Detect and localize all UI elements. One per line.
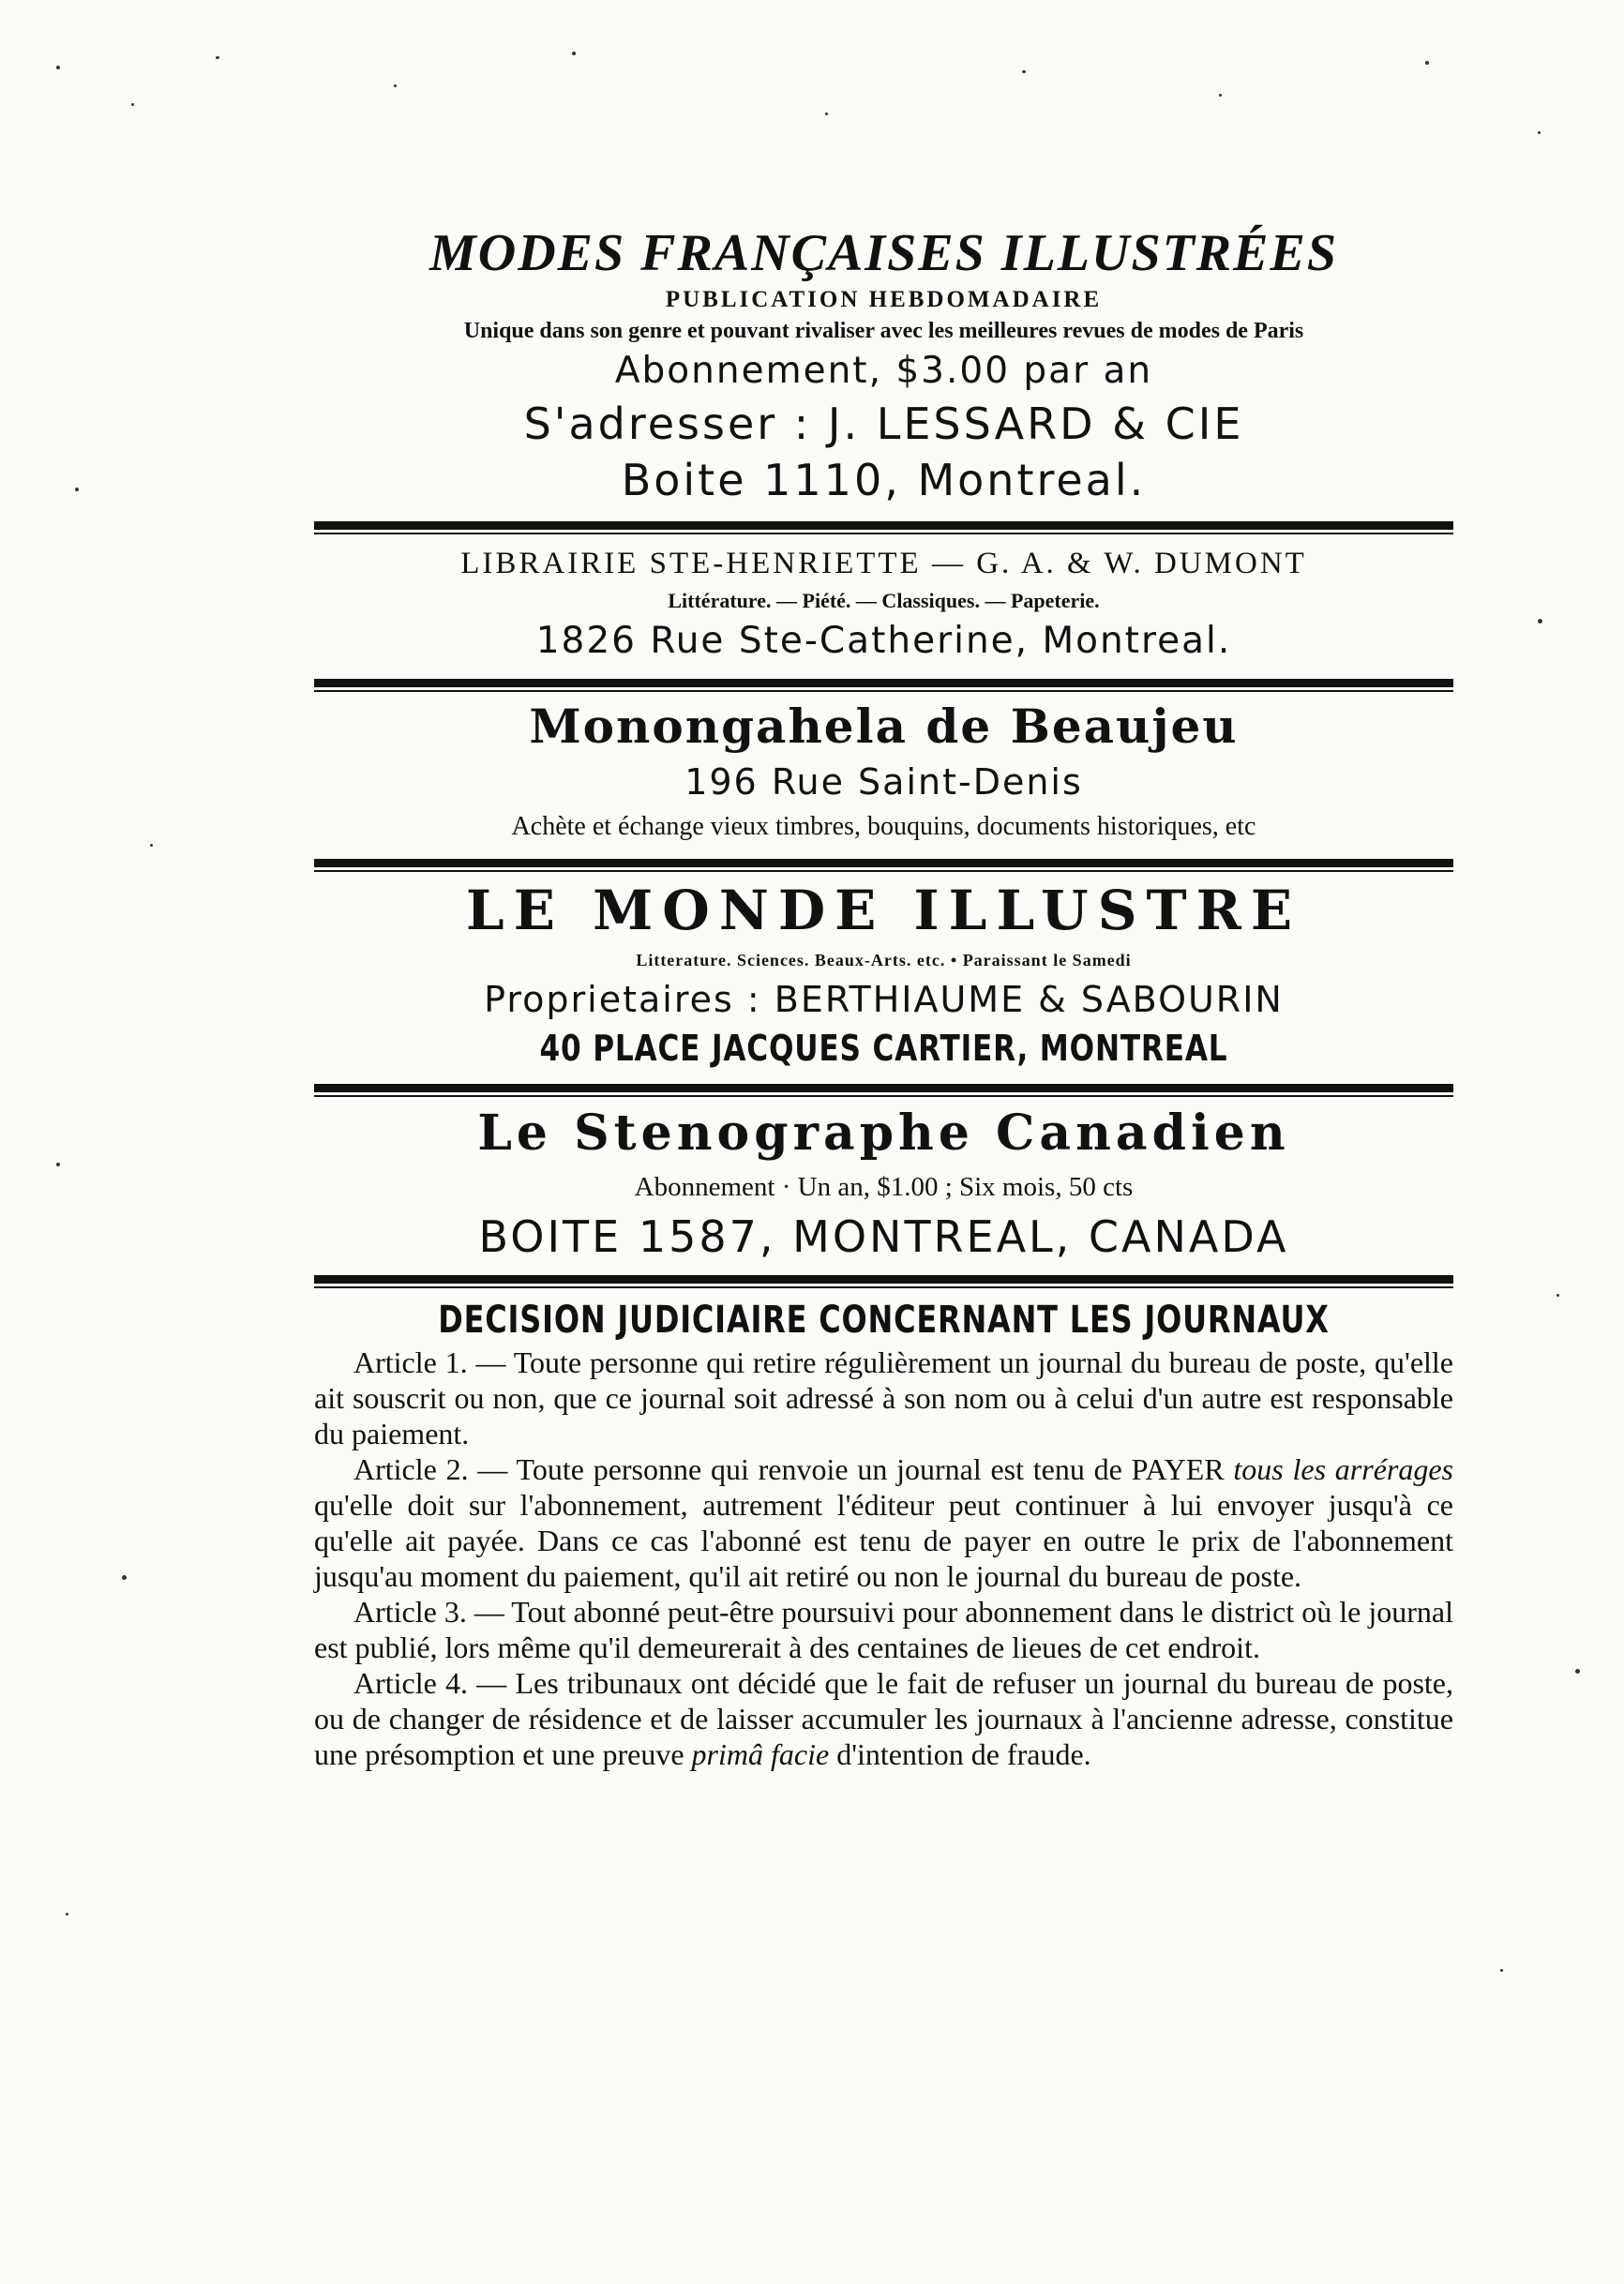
article-4-text: Article 4. — Les tribunaux ont décidé que le fait de refuser un journal du bureau de poste, ou de changer de résidence et de laisser accumuler les journaux à l'ancienne adresse, constitue une présomption et une preuve: [314, 1666, 1453, 1771]
librairie-address: 1826 Rue Ste-Catherine, Montreal.: [535, 620, 1232, 662]
article-4-text-cont: d'intention de fraude.: [836, 1737, 1091, 1771]
divider-rule: [314, 521, 1453, 530]
divider-rule: [314, 1275, 1453, 1284]
librairie-title: LIBRAIRIE STE-HENRIETTE — G. A. & W. DUMONT: [460, 547, 1307, 580]
article-2-emphasis: tous les arrérages: [1233, 1452, 1454, 1486]
modes-subtitle: PUBLICATION HEBDOMADAIRE: [665, 287, 1103, 312]
monongahela-description: Achète et échange vieux timbres, bouquins, documents historiques, etc: [511, 812, 1256, 841]
monongahela-address: 196 Rue Saint-Denis: [684, 761, 1083, 803]
monongahela-ad: [314, 696, 1453, 848]
article-3: Article 3. — Tout abonné peut-être poursuivi pour abonnement dans le district où le journal est publié, lors même qu'il demeurerait à des centaines de lieues de cet endroit.: [314, 1595, 1453, 1664]
monde-address: 40 PLACE JACQUES CARTIER, MONTREAL: [539, 1028, 1228, 1069]
modes-francaises-ad: [314, 221, 1453, 508]
decision-title: DECISION JUDICIAIRE CONCERNANT LES JOURNAUX: [438, 1299, 1330, 1342]
monde-subtitle: Litterature. Sciences. Beaux-Arts. etc. • Paraissant le Samedi: [636, 951, 1132, 969]
librairie-categories: Littérature. — Piété. — Classiques. — Papeterie.: [668, 589, 1100, 612]
modes-price: Abonnement, $3.00 par an: [614, 350, 1153, 392]
stenographe-subscription: Abonnement · Un an, $1.00 ; Six mois, 50 cts: [634, 1172, 1134, 1202]
divider-rule: [314, 1084, 1453, 1092]
modes-title: MODES FRANÇAISES ILLUSTRÉES: [429, 224, 1338, 282]
monde-title: LE MONDE ILLUSTRE: [465, 879, 1302, 942]
stenographe-ad: [314, 1101, 1453, 1266]
modes-address: Boite 1110, Montreal.: [621, 455, 1147, 505]
article-2: [314, 1451, 1453, 1594]
decision-judiciaire: [314, 1296, 1453, 1772]
monde-illustre-ad: [314, 876, 1453, 1073]
modes-contact: S'adresser : J. LESSARD & CIE: [523, 398, 1244, 449]
divider-rule: [314, 859, 1453, 867]
monongahela-title: Monongahela de Beaujeu: [529, 699, 1239, 754]
monde-owners: Proprietaires : BERTHIAUME & SABOURIN: [484, 979, 1284, 1020]
divider-rule: [314, 679, 1453, 687]
article-2-text: Article 2. — Toute personne qui renvoie un journal est tenu de PAYER: [353, 1452, 1225, 1486]
article-2-text-cont: qu'elle doit sur l'abonnement, autrement l'éditeur peut continuer à lui envoyer jusqu'à ce qu'elle ait payée. Dans ce cas l'abonné est tenu de payer en outre le prix de l'abonnement jusqu'au moment du paiement, qu'il ait retiré ou non le journal du bureau de poste.: [314, 1488, 1453, 1593]
article-1: Article 1. — Toute personne qui retire régulièrement un journal du bureau de poste, qu'elle ait souscrit ou non, que ce journal soit adressé à son nom ou à celui d'un autre est responsable du paiement.: [314, 1345, 1453, 1450]
modes-description: Unique dans son genre et pouvant rivaliser avec les meilleures revues de modes de Paris: [463, 319, 1304, 343]
article-4: [314, 1665, 1453, 1772]
stenographe-address: BOITE 1587, MONTREAL, CANADA: [478, 1211, 1289, 1262]
article-4-emphasis: primâ facie: [691, 1737, 830, 1771]
stenographe-title: Le Stenographe Canadien: [477, 1104, 1290, 1162]
advertisement-page: [314, 221, 1453, 1772]
librairie-ad: [314, 542, 1453, 666]
